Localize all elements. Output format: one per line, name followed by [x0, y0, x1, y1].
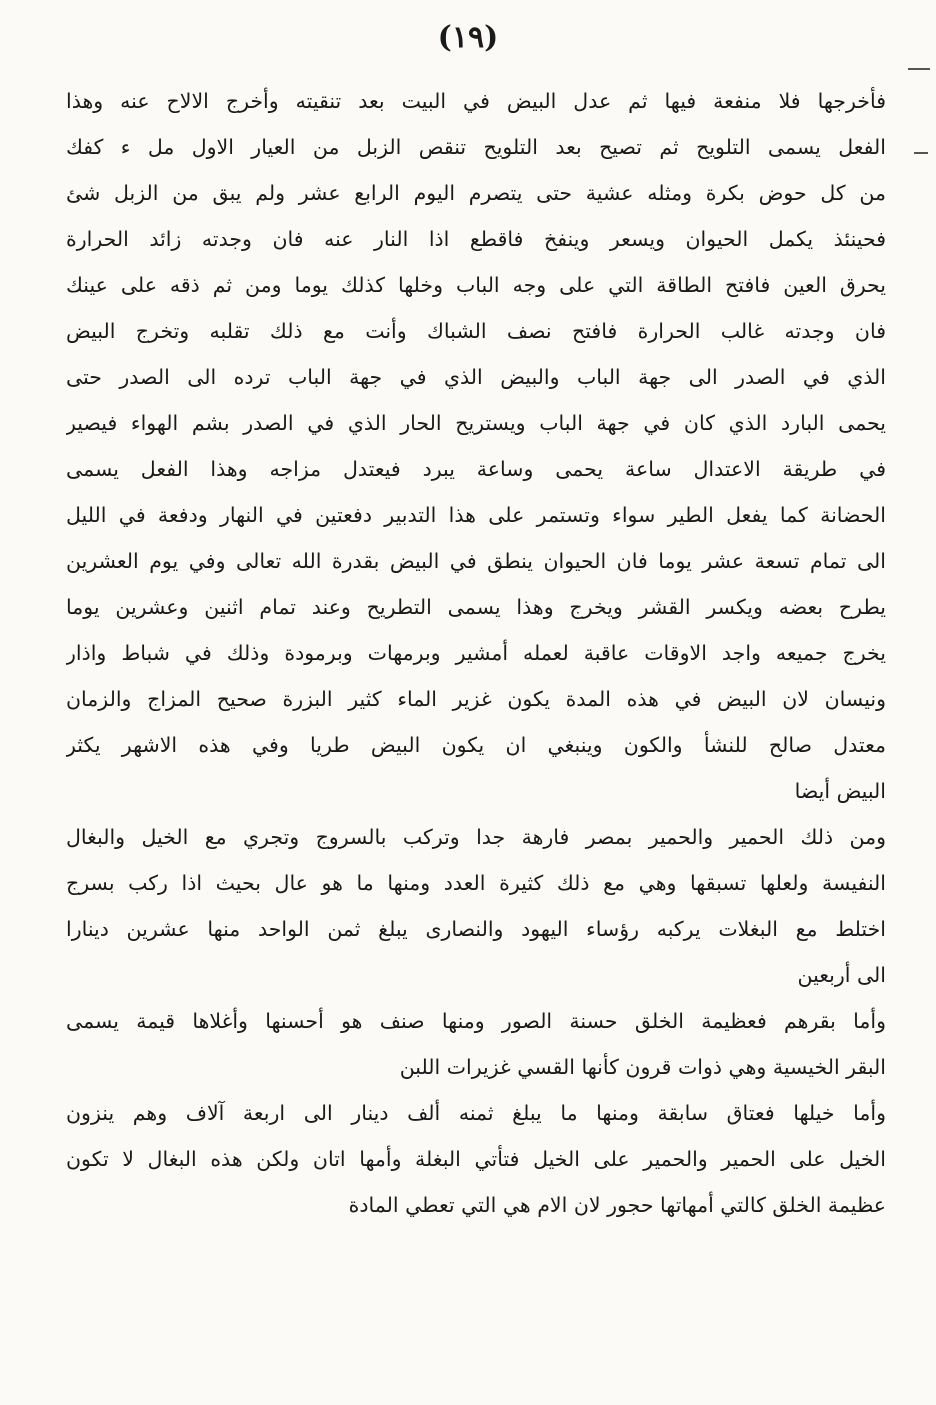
text-line: اختلط مع البغلات يركبه رؤساء اليهود والنصارى يبلغ ثمن الواحد منها عشرين دينارا [66, 917, 886, 941]
text-line: الذي في الصدر الى جهة الباب والبيض الذي في جهة الباب ترده الى الصدر حتى [66, 365, 886, 389]
text-line: يخرج جميعه واجد الاوقات عاقبة لعمله أمشير وبرمهات وبرمودة وذلك في شباط واذار [66, 641, 886, 665]
margin-mark [914, 152, 928, 154]
text-line: من كل حوض بكرة ومثله عشية حتى يتصرم اليوم الرابع عشر ولم يبق من الزبل شئ [66, 181, 886, 205]
text-line: وأما بقرهم فعظيمة الخلق حسنة الصور ومنها صنف هو أحسنها وأغلاها قيمة يسمى [66, 1009, 886, 1033]
text-line: ومن ذلك الحمير والحمير بمصر فارهة جدا وتركب بالسروج وتجري مع الخيل والبغال [66, 825, 886, 849]
text-line: الى أربعين [797, 963, 886, 987]
text-line: البقر الخيسية وهي ذوات قرون كأنها القسي غزيرات اللبن [399, 1055, 886, 1079]
text-line: ونيسان لان البيض في هذه المدة يكون غزير الماء كثير البزرة صحيح المزاج والزمان [66, 687, 886, 711]
text-line: فان وجدته غالب الحرارة فافتح نصف الشباك وأنت مع ذلك تقلبه وتخرج البيض [66, 319, 886, 343]
text-line: الفعل يسمى التلويح ثم تصيح بعد التلويح تنقص الزبل من العيار الاول مل ء كفك [66, 135, 886, 159]
text-line: البيض أيضا [794, 779, 886, 803]
text-line: الحضانة كما يفعل الطير سواء وتستمر على هذا التدبير دفعتين في النهار ودفعة في الليل [66, 503, 886, 527]
page-number: (١٩) [437, 20, 499, 55]
text-line: يحرق العين فافتح الطاقة التي على وجه الباب وخلها كذلك يوما ومن ثم ذقه على عينك [66, 273, 886, 297]
text-line: وأما خيلها فعتاق سابقة ومنها ما يبلغ ثمنه ألف دينار الى اربعة آلاف وهم ينزون [66, 1101, 886, 1125]
text-line: النفيسة ولعلها تسبقها وهي مع ذلك كثيرة العدد ومنها ما هو عال بحيث اذا ركب بسرج [66, 871, 886, 895]
text-line: يطرح بعضه ويكسر القشر ويخرج وهذا يسمى التطريح وعند تمام اثنين وعشرين يوما [66, 595, 886, 619]
text-line: في طريقة الاعتدال ساعة يحمى وساعة يبرد فيعتدل مزاجه وهذا الفعل يسمى [66, 457, 886, 481]
text-line: معتدل صالح للنشأ والكون وينبغي ان يكون البيض طريا وفي هذه الاشهر يكثر [66, 733, 886, 757]
text-line: عظيمة الخلق كالتي أمهاتها حجور لان الام هي التي تعطي المادة [348, 1193, 886, 1217]
text-line: فأخرجها فلا منفعة فيها ثم عدل البيض في البيت بعد تنقيته وأخرج الالاح عنه وهذا [66, 89, 886, 113]
margin-mark [908, 68, 930, 70]
text-line: الخيل على الحمير والحمير على الخيل فتأتي البغلة وأمها اتان ولكن هذه البغال لا تكون [66, 1147, 886, 1171]
body-text [66, 78, 886, 1228]
text-line: يحمى البارد الذي كان في جهة الباب ويستريح الحار الذي في الصدر بشم الهواء فيصير [66, 411, 886, 435]
text-line: الى تمام تسعة عشر يوما فان الحيوان ينطق في البيض بقدرة الله تعالى وفي يوم العشرين [66, 549, 886, 573]
text-line: فحينئذ يكمل الحيوان ويسعر وينفخ فاقطع اذا النار عنه فان وجدته زائد الحرارة [66, 227, 886, 251]
